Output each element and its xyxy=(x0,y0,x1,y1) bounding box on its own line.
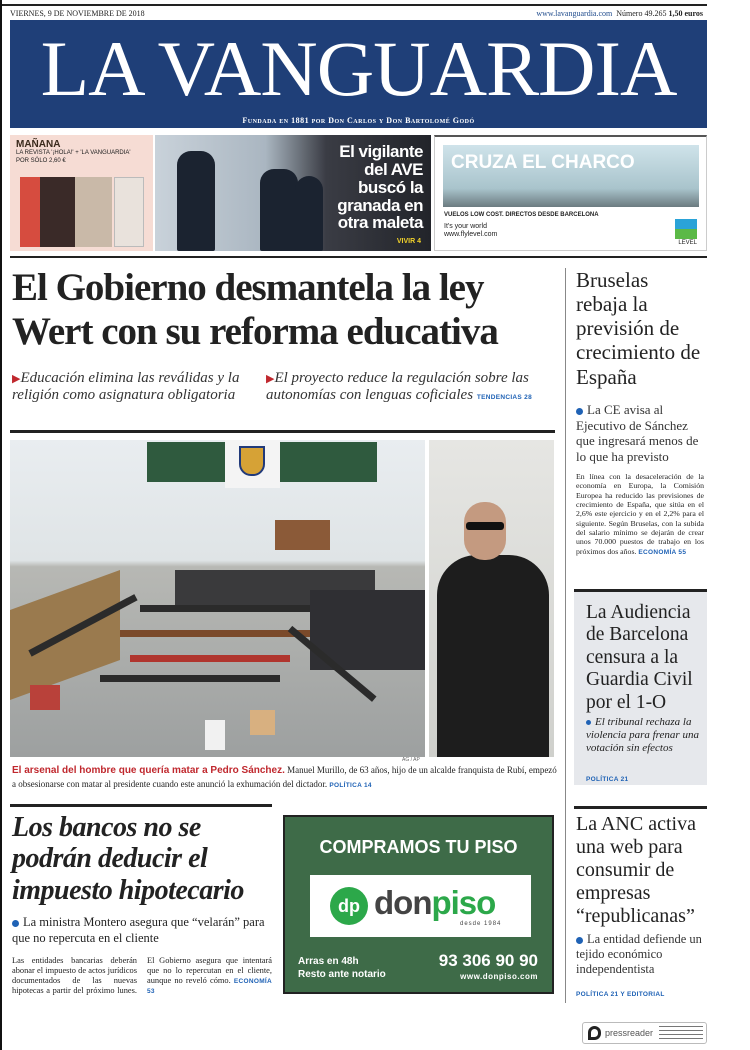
section-ref[interactable]: TENDENCIAS 28 xyxy=(476,393,533,401)
ad-web[interactable]: www.donpiso.com xyxy=(460,972,538,981)
issue-date: VIERNES, 9 DE NOVIEMBRE DE 2018 xyxy=(10,9,145,18)
bullet-icon xyxy=(586,720,591,725)
teaser-hola-text: LA REVISTA '¡HOLA!' + 'LA VANGUARDIA' xyxy=(16,150,131,156)
pressreader-badge[interactable]: pressreader xyxy=(582,1022,707,1044)
bullet-icon xyxy=(12,920,19,927)
anc-ref[interactable]: POLÍTICA 21 Y EDITORIAL xyxy=(576,991,665,998)
section-rule xyxy=(10,256,707,258)
section-rule xyxy=(10,804,272,807)
bancos-body: Las entidades bancarias deberán abonar el impuesto de actos jurídicos documentados de las nuevas hipotecas a partir del próximo lunes. El Gobierno asegura que intentará que no lo repercutan en el cliente, aunque no reveló cómo. ECONOMÍA 53 xyxy=(12,956,273,996)
section-ref[interactable]: ECONOMÍA 55 xyxy=(638,548,687,556)
issue-meta xyxy=(536,9,703,18)
bruselas-body: En línea con la desaceleración de la economía en Europa, la Comisión Europea ha reducido las previsiones de crecimiento de España, que sitúa en el 2,6% este ejercicio y en el 2,2% para el siguiente. Según Bruselas, con la subida del salario mínimo se dejarán de crear unos 70.000 puestos de trabajo en los próximos dos años. ECONOMÍA 55 xyxy=(576,472,704,556)
teaser-vigilante[interactable] xyxy=(155,135,431,251)
bruselas-sub: La CE avisa al Ejecutivo de Sánchez que ingresará menos de lo que ha previsto xyxy=(576,402,699,464)
magazine-cover-image xyxy=(20,177,112,247)
lead-headline[interactable]: El Gobierno desmantela la ley Wert con su reforma educativa xyxy=(12,266,498,353)
issue-number: Número 49.265 xyxy=(616,9,667,18)
ad-slogan: It's your world www.flylevel.com xyxy=(444,223,498,239)
teaser-hola[interactable] xyxy=(10,135,153,251)
section-rule xyxy=(10,430,555,433)
teaser-hola-title: MAÑANA xyxy=(16,139,61,150)
caption-headline: El arsenal del hombre que quería matar a Pedro Sánchez. xyxy=(12,765,285,776)
anc-sub: La entidad defiende un tejido económico independentista xyxy=(576,932,702,976)
donpiso-advertisement[interactable] xyxy=(283,815,554,994)
pressreader-logo-icon xyxy=(588,1026,601,1040)
ad-phone: 93 306 90 90 xyxy=(438,951,538,970)
lead-sub-2: ▶El proyecto reduce la regulación sobre las autonomías con lenguas coficiales TENDENCIAS 28 xyxy=(266,370,533,403)
bullet-icon xyxy=(576,937,583,944)
suspect-photo xyxy=(429,440,554,757)
audiencia-ref[interactable]: POLÍTICA 21 xyxy=(586,776,629,783)
section-ref[interactable]: POLÍTICA 14 xyxy=(329,781,372,789)
teaser-vigilante-section: VIVIR 4 xyxy=(396,238,421,245)
lead-sub-1: ▶Educación elimina las reválidas y la religión como asignatura obligatoria xyxy=(12,370,240,403)
section-ref[interactable]: ECONOMÍA 53 xyxy=(147,978,273,996)
arsenal-photo xyxy=(10,440,425,757)
photo-caption: El arsenal del hombre que quería matar a Pedro Sánchez. Manuel Murillo, de 63 años, hijo de un alcalde franquista de Rubí, empezó a obsesionarse con matar al presidente cuando este anunció la exhumación del dictador. POLÍTICA 14 xyxy=(12,765,557,789)
level-logo-icon xyxy=(675,219,697,239)
masthead-tagline: Fundada en 1881 por Don Carlos y Don Bartolomé Godó xyxy=(242,116,475,125)
masthead xyxy=(10,20,707,128)
triangle-bullet-icon: ▶ xyxy=(12,373,21,385)
photo-credit: AG / AP xyxy=(402,757,420,763)
audiencia-sub: El tribunal rechaza la violencia para frenar una votación sin efectos xyxy=(586,716,699,755)
audiencia-headline[interactable]: La Audiencia de Barcelona censura a la Guardia Civil por el 1-O xyxy=(586,602,693,713)
masthead-logo: LA VANGUARDIA xyxy=(40,25,677,112)
police-shield-icon xyxy=(225,440,280,488)
level-brand: LEVEL xyxy=(678,240,697,246)
triangle-bullet-icon: ▶ xyxy=(266,373,275,385)
police-figure xyxy=(177,151,215,251)
ad-image xyxy=(443,145,699,207)
bullet-icon xyxy=(576,408,583,415)
person-figure xyxy=(437,555,549,757)
donpiso-logo: dp donpiso desde 1984 xyxy=(310,875,531,937)
ad-terms: Arras en 48h Resto ante notario xyxy=(298,956,386,980)
ad-line: VUELOS LOW COST. DIRECTOS DESDE BARCELONA xyxy=(444,212,599,218)
bancos-headline[interactable]: Los bancos no se podrán deducir el impuesto hipotecario xyxy=(12,812,244,906)
newspaper-cover-image xyxy=(114,177,144,247)
bruselas-headline[interactable]: Bruselas rebaja la previsión de crecimiento de España xyxy=(576,268,701,389)
dp-logo-icon: dp xyxy=(330,887,368,925)
top-rule xyxy=(2,4,707,6)
bancos-sub: La ministra Montero asegura que “velarán” para que no repercuta en el cliente xyxy=(12,915,265,945)
section-rule xyxy=(574,806,707,809)
ad-headline: CRUZA EL CHARCO xyxy=(451,152,635,173)
police-figure xyxy=(260,169,298,251)
teaser-vigilante-headline: El vigilante del AVE buscó la granada en otra maleta xyxy=(337,142,423,233)
ad-headline: COMPRAMOS TU PISO xyxy=(319,837,518,857)
column-divider xyxy=(565,268,566,1003)
fine-print xyxy=(659,1026,703,1040)
level-advertisement[interactable] xyxy=(434,135,707,251)
teaser-hola-price: POR SÓLO 2,60 € xyxy=(16,157,66,164)
issue-price: 1,50 euros xyxy=(668,9,703,18)
anc-headline[interactable]: La ANC activa una web para consumir de empresas “republicanas” xyxy=(576,813,696,927)
site-link[interactable]: www.lavanguardia.com xyxy=(536,9,613,18)
